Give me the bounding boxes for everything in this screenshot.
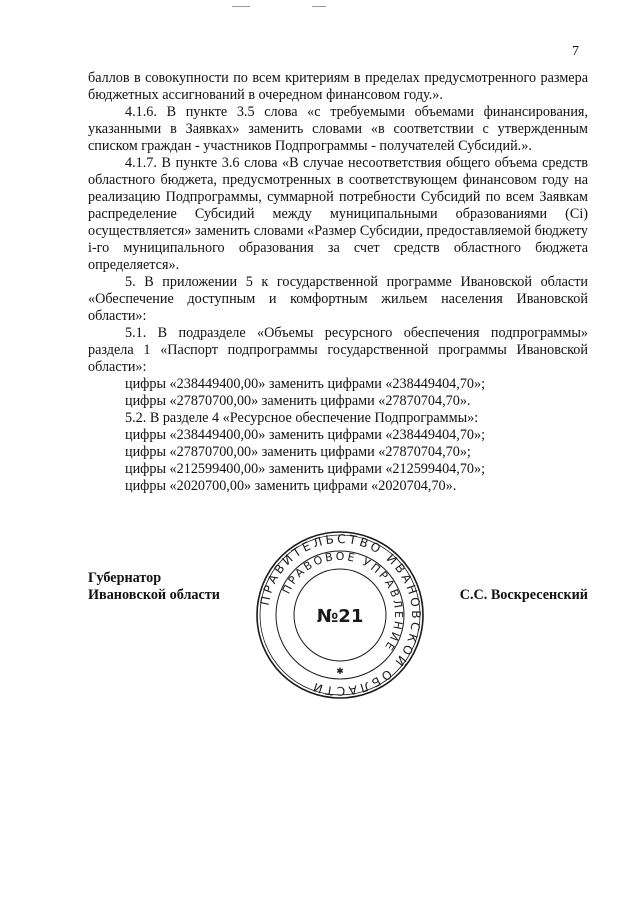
scan-artifact-left	[232, 6, 250, 7]
replacement-line: цифры «2020700,00» заменить цифрами «2020704,70».	[125, 478, 457, 494]
paragraph-continuation: баллов в совокупности по всем критериям в пределах предусмотренного размера бюджетных ассигнований в очередном финансовом году.».	[88, 70, 588, 103]
replacement-line: цифры «27870700,00» заменить цифрами «27870704,70».	[125, 393, 471, 409]
paragraph-4-1-6: 4.1.6. В пункте 3.5 слова «с требуемыми объемами финансирования, указанными в Заявках» заменить словами «в соответствии с утвержденным списком граждан - участников Подпрограммы - получателей Субсидий.».	[88, 104, 588, 154]
replacement-line: цифры «212599400,00» заменить цифрами «212599404,70»;	[125, 461, 486, 477]
official-seal	[255, 530, 425, 700]
seal-star: ✱	[336, 667, 344, 677]
signatory-name: С.С. Воскресенский	[459, 587, 588, 603]
replacement-line: цифры «27870700,00» заменить цифрами «27870704,70»;	[125, 444, 471, 460]
paragraph-5: 5. В приложении 5 к государственной программе Ивановской области «Обеспечение доступным и комфортным жильем населения Ивановской области»:	[88, 274, 588, 324]
page-number: 7	[572, 44, 579, 59]
replacement-line: цифры «238449400,00» заменить цифрами «238449404,70»;	[125, 427, 486, 443]
paragraph-5-1: 5.1. В подразделе «Объемы ресурсного обеспечения подпрограммы» раздела 1 «Паспорт подпрограммы государственной программы Ивановской области»:	[88, 325, 588, 375]
signatory-title-line2: Ивановской области	[88, 587, 220, 603]
seal-inner-text: ПРАВОВОЕ УПРАВЛЕНИЕ	[279, 549, 406, 655]
signatory-title-line1: Губернатор	[88, 570, 162, 586]
paragraph-5-2: 5.2. В разделе 4 «Ресурсное обеспечение Подпрограммы»:	[125, 410, 479, 426]
scan-artifact-right	[312, 6, 326, 7]
replacement-line: цифры «238449400,00» заменить цифрами «238449404,70»;	[125, 376, 486, 392]
signatory-title	[88, 570, 220, 604]
seal-center-number: №21	[316, 606, 364, 627]
document-body	[88, 70, 588, 495]
seal-outer-text: ПРАВИТЕЛЬСТВО ИВАНОВСКОЙ ОБЛАСТИ	[257, 531, 424, 699]
seal-graphic	[255, 530, 425, 700]
paragraph-4-1-7: 4.1.7. В пункте 3.6 слова «В случае несоответствия общего объема средств областного бюджета, предусмотренных в соответствующем финансовом году на реализацию Подпрограммы, суммарной потребности Субсидий по всем Заявкам распределение Субсидий между муниципальными образованиями (Ci) осуществляется» заменить словами «Размер Субсидии, предоставляемой бюджету i-го муниципального образования за счет средств областного бюджета определяется».	[88, 155, 588, 273]
